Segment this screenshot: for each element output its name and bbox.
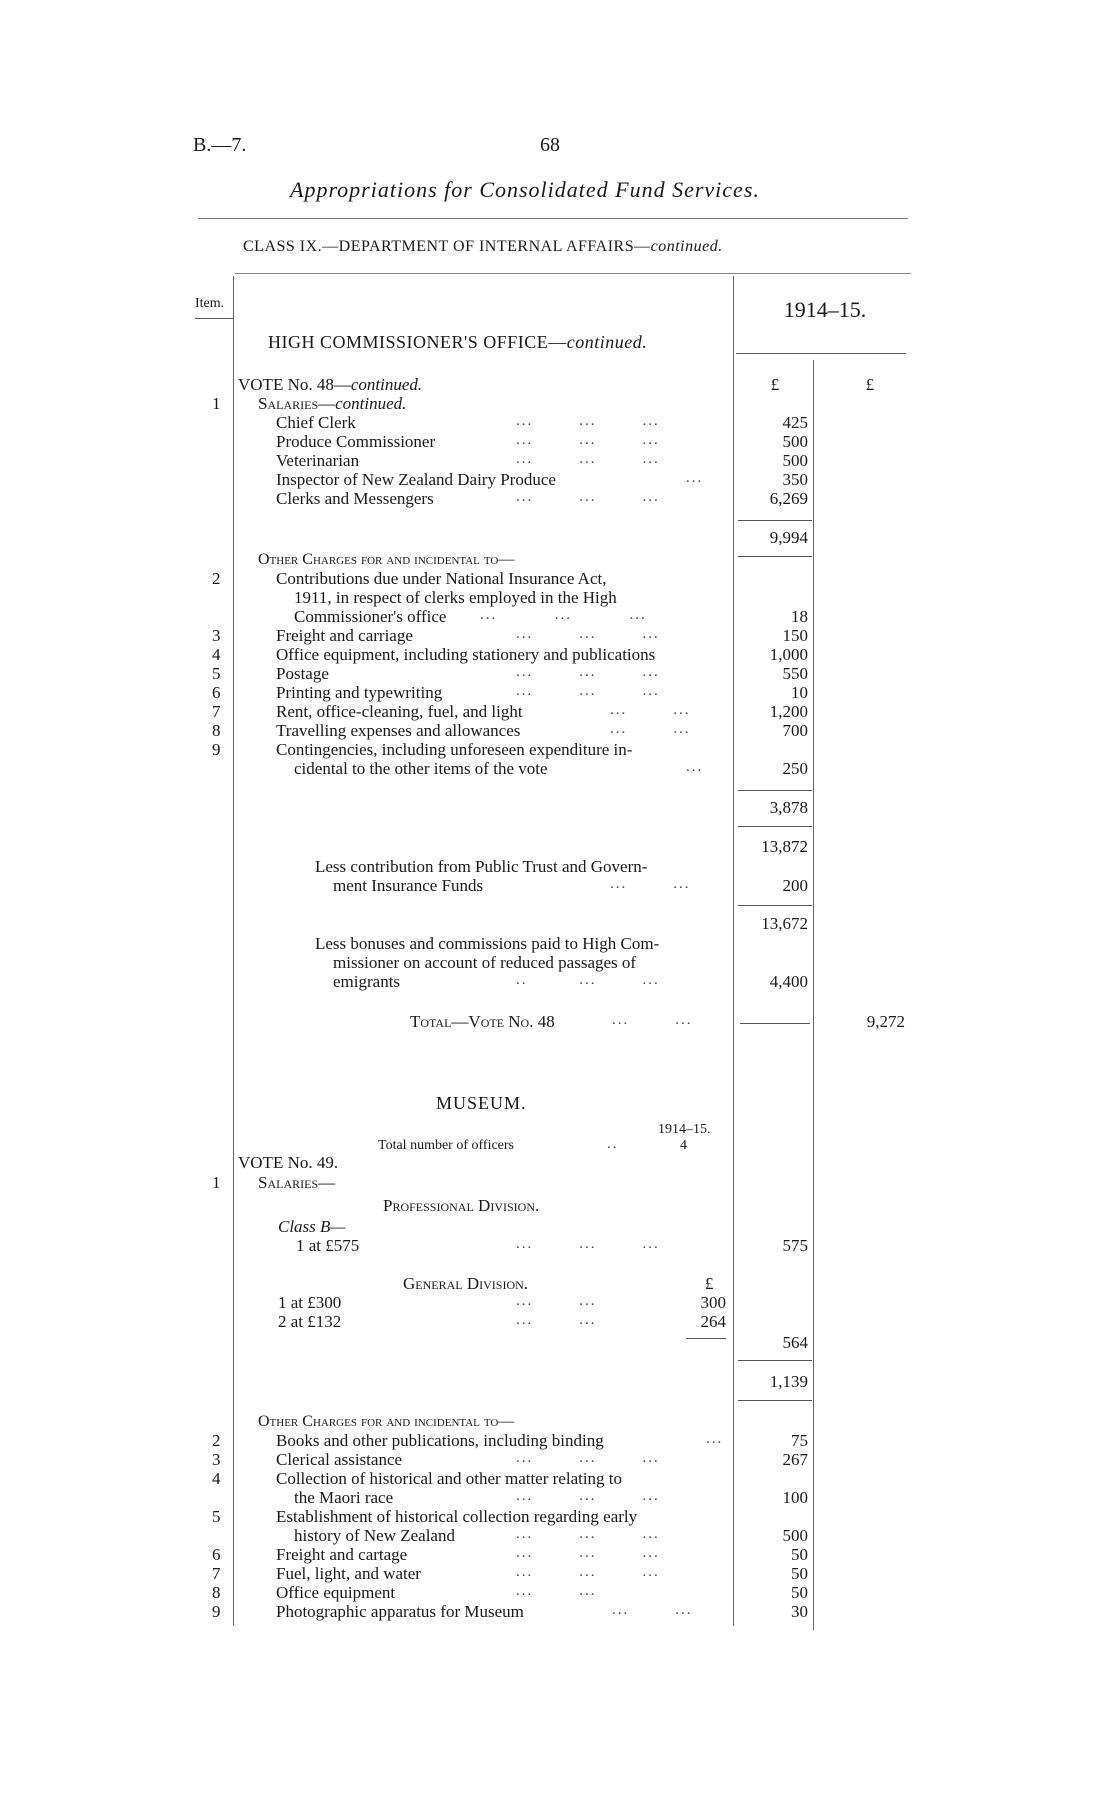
charge-amount: 50 [791, 1583, 808, 1602]
leader-dots: ... ... ... [516, 1526, 660, 1542]
class-heading [243, 237, 723, 257]
leader-dots: ... ... [516, 1583, 597, 1599]
less-amount: 4,400 [769, 972, 808, 991]
subtotal-rule [738, 1360, 812, 1361]
document-reference: B.—7. [193, 134, 247, 156]
hco-subtotal-1: 13,872 [761, 837, 808, 856]
leader-dots: ... ... [516, 1312, 597, 1328]
leader-dots: .. [607, 1136, 619, 1152]
item-number: 8 [212, 1583, 221, 1602]
salary-label: Chief Clerk [276, 413, 356, 432]
leader-dots: ... [686, 759, 704, 775]
charge-line: Photographic apparatus for Museum [276, 1602, 524, 1621]
general-pound-sign: £ [705, 1274, 714, 1293]
museum-salaries-total: 1,139 [769, 1372, 808, 1391]
professional-division-heading: Professional Division. [383, 1196, 540, 1215]
leader-dots: ... ... ... [516, 432, 660, 448]
charge-line: Establishment of historical collection regarding early [276, 1507, 638, 1526]
vote-48-heading [238, 375, 422, 395]
leader-dots: ... ... ... [516, 1236, 660, 1252]
salaries-main: Salaries— [258, 394, 336, 413]
salary-label: Produce Commissioner [276, 432, 436, 451]
item-header-rule [195, 318, 233, 319]
pound-sign-col1: £ [770, 375, 780, 394]
leader-dots: .. ... ... [516, 972, 660, 988]
less-line: ment Insurance Funds [333, 876, 484, 895]
subtotal-rule [738, 826, 812, 827]
charge-amount: 50 [791, 1564, 808, 1583]
leader-dots: ... ... ... [516, 489, 660, 505]
leader-dots: ... [686, 470, 704, 486]
less-line: Less contribution from Public Trust and Govern- [315, 857, 648, 876]
vote-48-total-label: Total—Vote No. 48 [410, 1012, 555, 1031]
year-header-rule [736, 353, 906, 354]
subtotal-rule [738, 790, 812, 791]
leader-dots: ... ... ... [516, 664, 660, 680]
leader-dots: ... ... ... [516, 1488, 660, 1504]
officers-count: 4 [680, 1138, 687, 1153]
charge-line: Travelling expenses and allowances [276, 721, 521, 740]
leader-dots: ... ... ... [516, 683, 660, 699]
hco-salaries-total: 9,994 [769, 528, 808, 547]
leader-dots: ... ... [610, 876, 691, 892]
item-number: 9 [212, 1602, 221, 1621]
item-number: 2 [212, 1431, 221, 1450]
item-number: 4 [212, 645, 221, 664]
subtotal-rule [686, 1338, 726, 1339]
charge-line: Clerical assistance [276, 1450, 403, 1469]
leader-dots: ... ... [610, 702, 691, 718]
item-number: 7 [212, 702, 221, 721]
charge-line: Postage [276, 664, 329, 683]
item-column-rule [233, 276, 234, 1626]
less-line: emigrants [333, 972, 401, 991]
charge-amount: 30 [791, 1602, 808, 1621]
hco-heading-main: HIGH COMMISSIONER'S OFFICE— [268, 332, 567, 352]
page-number: 68 [540, 134, 560, 156]
charge-amount: 1,000 [769, 645, 808, 664]
other-charges-heading: Other Charges for and incidental to— [258, 551, 515, 568]
salaries-continued: continued. [335, 394, 407, 413]
item-number: 6 [212, 683, 221, 702]
charge-line: Office equipment, including stationery and publications [276, 645, 656, 664]
hco-heading-continued: continued. [566, 332, 648, 352]
charge-amount: 550 [782, 664, 808, 683]
item-number: 1 [212, 394, 221, 413]
leader-dots: ... [706, 1431, 724, 1447]
leader-dots: ... ... ... [516, 1450, 660, 1466]
class-b-label: Class B— [278, 1217, 346, 1236]
item-number: 7 [212, 1564, 221, 1583]
charge-line: history of New Zealand [294, 1526, 455, 1545]
less-amount: 200 [782, 876, 808, 895]
gen-line-amount: 264 [700, 1312, 726, 1331]
prof-line-label: 1 at £575 [296, 1236, 360, 1255]
charge-amount: 75 [791, 1431, 808, 1450]
prof-line-amount: 575 [782, 1236, 808, 1255]
museum-salaries-heading: Salaries— [258, 1173, 336, 1192]
leader-dots: ... ... ... [516, 626, 660, 642]
hco-subtotal-2: 13,672 [761, 914, 808, 933]
officers-year: 1914–15. [658, 1122, 711, 1137]
charge-amount: 10 [791, 683, 808, 702]
gen-line-label: 2 at £132 [278, 1312, 342, 1331]
year-column-header: 1914–15. [783, 297, 867, 322]
charge-amount: 50 [791, 1545, 808, 1564]
charge-line: the Maori race [294, 1488, 394, 1507]
leader-dots: ... ... ... [516, 451, 660, 467]
charge-amount: 250 [782, 759, 808, 778]
charge-line: Freight and cartage [276, 1545, 408, 1564]
charge-line: Office equipment [276, 1583, 396, 1602]
charge-amount: 1,200 [769, 702, 808, 721]
salary-amount: 425 [782, 413, 808, 432]
leader-dots: ... ... [612, 1012, 693, 1028]
charge-line: Printing and typewriting [276, 683, 443, 702]
leader-dots: ... ... ... [516, 413, 660, 429]
total-rule [740, 1023, 810, 1024]
gen-line-label: 1 at £300 [278, 1293, 342, 1312]
charge-amount: 150 [782, 626, 808, 645]
pound-sign-col2: £ [865, 375, 875, 394]
salary-amount: 6,269 [769, 489, 808, 508]
charge-line: 1911, in respect of clerks employed in the High [294, 588, 617, 607]
leader-dots: ... ... ... [516, 1545, 660, 1561]
item-number: 3 [212, 626, 221, 645]
section-heading-hco [268, 332, 647, 352]
charge-line: Contributions due under National Insurance Act, [276, 569, 607, 588]
charge-amount: 100 [782, 1488, 808, 1507]
item-number: 2 [212, 569, 221, 588]
leader-dots: ... ... [612, 1602, 693, 1618]
class-heading-continued: continued. [650, 238, 723, 255]
less-line: Less bonuses and commissions paid to High Com- [315, 934, 660, 953]
title-rule [198, 218, 908, 219]
item-number: 5 [212, 664, 221, 683]
gen-total: 564 [782, 1333, 808, 1352]
officers-label: Total number of officers [378, 1138, 514, 1153]
charge-line: cidental to the other items of the vote [294, 759, 548, 778]
charge-amount: 700 [782, 721, 808, 740]
general-division-heading: General Division. [403, 1274, 529, 1293]
heading-rule [235, 273, 911, 274]
charge-amount: 267 [782, 1450, 808, 1469]
vote-48-continued: continued. [350, 375, 423, 394]
amount-column-rule [733, 276, 734, 1626]
salary-label: Clerks and Messengers [276, 489, 434, 508]
charge-line: Fuel, light, and water [276, 1564, 421, 1583]
gen-line-amount: 300 [700, 1293, 726, 1312]
leader-dots: ... ... ... [480, 607, 647, 623]
item-number: 1 [212, 1173, 221, 1192]
subtotal-rule [738, 520, 812, 521]
vote-49-heading: VOTE No. 49. [238, 1153, 339, 1172]
item-number: 9 [212, 740, 221, 759]
vote-48-main: VOTE No. 48— [238, 375, 351, 394]
hco-charges-total: 3,878 [769, 798, 808, 817]
less-line: missioner on account of reduced passages of [333, 953, 637, 972]
subtotal-rule [738, 556, 812, 557]
salary-amount: 350 [782, 470, 808, 489]
class-heading-main: CLASS IX.—DEPARTMENT OF INTERNAL AFFAIRS— [243, 238, 651, 255]
charge-line: Freight and carriage [276, 626, 413, 645]
item-number: 6 [212, 1545, 221, 1564]
page-title: Appropriations for Consolidated Fund Services. [290, 177, 760, 202]
charge-line: Books and other publications, including binding [276, 1431, 604, 1450]
subtotal-rule [738, 905, 812, 906]
charge-line: Rent, office-cleaning, fuel, and light [276, 702, 523, 721]
item-number: 5 [212, 1507, 221, 1526]
section-heading-museum: MUSEUM. [436, 1093, 527, 1113]
item-number: 8 [212, 721, 221, 740]
charge-amount: 18 [791, 607, 808, 626]
leader-dots: ... ... [610, 721, 691, 737]
salary-label: Inspector of New Zealand Dairy Produce [276, 470, 556, 489]
item-number: 3 [212, 1450, 221, 1469]
salary-amount: 500 [782, 451, 808, 470]
salaries-heading [258, 394, 406, 414]
inner-amount-column-rule [813, 360, 814, 1630]
charge-line: Collection of historical and other matter relating to [276, 1469, 623, 1488]
subtotal-rule [738, 1400, 812, 1401]
salary-amount: 500 [782, 432, 808, 451]
charge-line: Commissioner's office [294, 607, 447, 626]
item-column-header: Item. [195, 296, 225, 311]
charge-line: Contingencies, including unforeseen expenditure in- [276, 740, 633, 759]
leader-dots: ... ... ... [516, 1564, 660, 1580]
vote-48-total-amount: 9,272 [866, 1012, 905, 1031]
museum-other-charges-heading: Other Charges for and incidental to— [258, 1413, 515, 1430]
salary-label: Veterinarian [276, 451, 360, 470]
item-number: 4 [212, 1469, 221, 1488]
charge-amount: 500 [782, 1526, 808, 1545]
leader-dots: ... ... [516, 1293, 597, 1309]
